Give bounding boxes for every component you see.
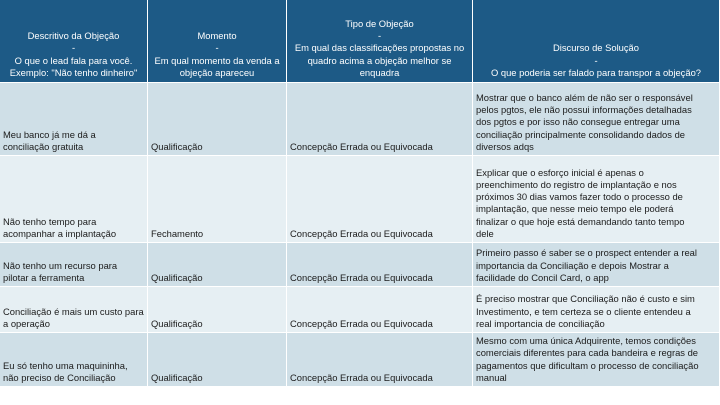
table-row bbox=[0, 243, 720, 287]
cell-line: comerciais diferentes para cada bandeira e regras de bbox=[476, 347, 699, 359]
cell-line: não preciso de Conciliação bbox=[3, 371, 116, 383]
header-tipo bbox=[287, 0, 473, 83]
cell-line: Fechamento bbox=[151, 227, 204, 239]
cell-line: Primeiro passo é saber se o prospect entender a real bbox=[476, 247, 697, 259]
cell-momento bbox=[148, 83, 287, 156]
cell-line: conciliação principalmente consolidando dados de bbox=[476, 128, 685, 140]
cell-line: Meu banco já me dá a bbox=[3, 128, 96, 140]
cell-descritivo bbox=[0, 83, 148, 156]
cell-line: É preciso mostrar que Conciliação não é custo e sim bbox=[476, 293, 695, 305]
cell-line: Qualificação bbox=[151, 317, 203, 329]
header-line: Tipo de Objeção bbox=[345, 17, 414, 29]
cell-discurso bbox=[473, 83, 720, 156]
cell-line: acompanhar a implantação bbox=[3, 227, 117, 239]
table-row bbox=[0, 156, 720, 243]
header-line: Momento bbox=[197, 30, 237, 42]
cell-line: Investimento, e tem certeza se o cliente entendeu a bbox=[476, 305, 691, 317]
cell-line: Explicar que o esforço inicial é apenas o bbox=[476, 166, 644, 178]
cell-line: diversos adqs bbox=[476, 140, 534, 152]
cell-discurso bbox=[473, 287, 720, 333]
cell-line: pilotar a ferramenta bbox=[3, 271, 85, 283]
cell-tipo bbox=[287, 83, 473, 156]
cell-line: pelos pgtos, ele não possui informações detalhadas bbox=[476, 104, 692, 116]
cell-line: conciliação gratuita bbox=[3, 140, 84, 152]
cell-momento bbox=[148, 243, 287, 287]
cell-line: Concepção Errada ou Equivocada bbox=[290, 371, 433, 383]
cell-line: manual bbox=[476, 371, 507, 383]
header-descritivo bbox=[0, 0, 148, 83]
cell-line: pagamentos que dificultam o processo de conciliação bbox=[476, 359, 699, 371]
header-line: - bbox=[215, 42, 219, 54]
table-row bbox=[0, 333, 720, 387]
cell-line: Concepção Errada ou Equivocada bbox=[290, 271, 433, 283]
table-row bbox=[0, 287, 720, 333]
cell-line: Qualificação bbox=[151, 371, 203, 383]
cell-line: facilidade do Concil Card, o app bbox=[476, 271, 609, 283]
cell-line: implantação, que nesse meio tempo ele poderá bbox=[476, 203, 674, 215]
cell-line: Não tenho tempo para bbox=[3, 215, 97, 227]
cell-tipo bbox=[287, 333, 473, 387]
cell-line: a operação bbox=[3, 317, 50, 329]
header-line: O que o lead fala para você. bbox=[14, 54, 133, 66]
cell-descritivo bbox=[0, 287, 148, 333]
header-line: enquadra bbox=[359, 66, 400, 78]
cell-line: Eu só tenho uma maquininha, bbox=[3, 359, 128, 371]
cell-line: Mostrar que o banco além de não ser o responsável bbox=[476, 91, 693, 103]
cell-line: Não tenho um recurso para bbox=[3, 259, 118, 271]
cell-line: importancia da Conciliação e depois Mostrar a bbox=[476, 259, 669, 271]
header-row bbox=[0, 0, 720, 83]
header-line: - bbox=[71, 42, 76, 54]
cell-discurso bbox=[473, 333, 720, 387]
cell-tipo bbox=[287, 156, 473, 243]
cell-momento bbox=[148, 333, 287, 387]
header-line: Em qual das classificações propostas no bbox=[294, 42, 465, 54]
cell-line: Qualificação bbox=[151, 140, 203, 152]
cell-line: Concepção Errada ou Equivocada bbox=[290, 140, 433, 152]
header-line: quadro acima a objeção melhor se bbox=[307, 54, 452, 66]
cell-tipo bbox=[287, 243, 473, 287]
table-row bbox=[0, 83, 720, 156]
cell-tipo bbox=[287, 287, 473, 333]
header-line: Em qual momento da venda a bbox=[154, 54, 280, 66]
header-line: O que poderia ser falado para transpor a objeção? bbox=[490, 66, 702, 78]
cell-line: Mesmo com uma única Adquirente, temos condições bbox=[476, 335, 696, 347]
header-line: Descritivo da Objeção bbox=[27, 30, 120, 42]
cell-line: Qualificação bbox=[151, 271, 203, 283]
header-momento bbox=[148, 0, 287, 83]
cell-discurso bbox=[473, 156, 720, 243]
cell-line: dele bbox=[476, 227, 494, 239]
cell-discurso bbox=[473, 243, 720, 287]
header-line: objeção apareceu bbox=[179, 66, 255, 78]
cell-line: dos pgtos e por isso não consegue entregar uma bbox=[476, 116, 680, 128]
cell-momento bbox=[148, 287, 287, 333]
cell-line: Concepção Errada ou Equivocada bbox=[290, 317, 433, 329]
header-discurso bbox=[473, 0, 720, 83]
cell-line: próximos 30 dias vamos fazer todo o processo de bbox=[476, 191, 683, 203]
header-line: - bbox=[594, 54, 598, 66]
cell-descritivo bbox=[0, 243, 148, 287]
cell-line: preenchimento do registro de implantação e nos bbox=[476, 178, 677, 190]
header-line: - bbox=[377, 30, 382, 42]
cell-descritivo bbox=[0, 333, 148, 387]
cell-descritivo bbox=[0, 156, 148, 243]
cell-line: Conciliação é mais um custo para bbox=[3, 305, 144, 317]
header-line: Discurso de Solução bbox=[553, 42, 639, 54]
cell-momento bbox=[148, 156, 287, 243]
cell-line: real importancia de conciliação bbox=[476, 317, 605, 329]
cell-line: finalizar o que hoje está demandando tanto tempo bbox=[476, 215, 685, 227]
cell-line: Concepção Errada ou Equivocada bbox=[290, 227, 433, 239]
header-line: Exemplo: "Não tenho dinheiro" bbox=[9, 66, 138, 78]
